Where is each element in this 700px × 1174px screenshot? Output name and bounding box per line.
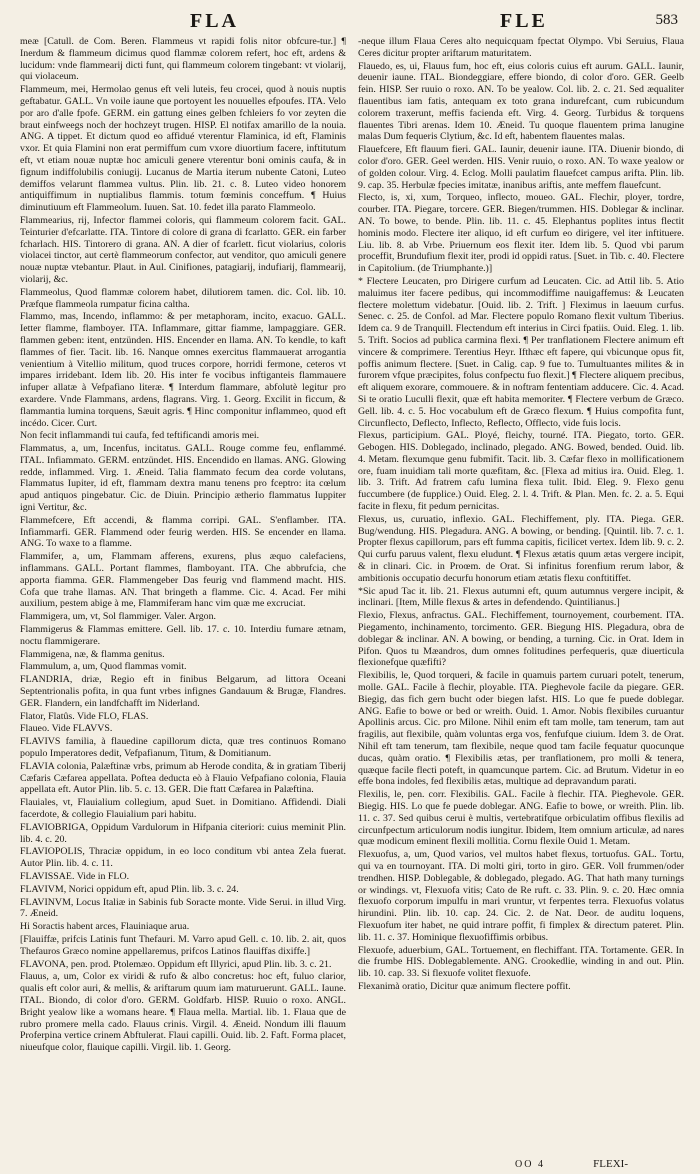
dictionary-entry: Flauiales, vt, Flauialium collegium, apud Suet. in Domitiano. Affidendi. Diali facerdote, & collegio Flauialium pari habitu. — [20, 797, 346, 820]
dictionary-entry: Flammeolus, Quod flammæ colorem habet, dilutiorem tamen. dic. Col. lib. 10. Præfque flammeola rumpatur ficina caltha. — [20, 286, 346, 310]
dictionary-entry: FLAVIA colonia, Palæftinæ vrbs, primum ab Herode condita, & in gratiam Tiberij Cæfaris Cæfarea appellata. Poftea deducta eò à Flauio Vefpafiano colonia, Flauia appellata eft. Autor Plin. lib. 5. c. 13. GER. Die ftatt Cæfarea in Palæftina. — [20, 760, 346, 796]
dictionary-entry: Flammifer, a, um, Flammam afferens, exurens, plus æquo calefaciens, inflammans. GALL. Portant flammes, flamboyant. ITA. Che abbrufcia, che apporta fiamma. GER. Flammengeber Das feurig vnd flammend macht. HIS. Cofa que trahe llamas. AN. That bringeth a flamme. Cic. 4. Acad. Fer mihi auxilium, pestem abige à me, Flammiferam hanc vim quæ me excruciat. — [20, 551, 346, 610]
text-columns — [20, 36, 684, 1161]
left-column — [20, 36, 346, 1161]
dictionary-entry: Non fecit inflammandi tui caufa, fed teftificandi amoris mei. — [20, 430, 260, 442]
dictionary-entry: Flexilis, le, pen. corr. Flexibilis. GAL. Facile à flechir. ITA. Pieghevole. GER. Biegig. HIS. Lo que fe puede doblegar. ANG. Eafie to bowe, or wreith. Plin. lib. 11. c. 37. Sed quibus cerui è multis, vertebratifque orbiculatim offibus flexilis ad circunfpectum articulorum nodis iungitur. Ibidem, Item omnium articulæ, ad nares quæ modicum eminent flexili mollitia. Cornu flexile Ouid 1. Metam. — [358, 789, 684, 848]
dictionary-entry: Flammigena, næ, & flamma genitus. — [20, 648, 165, 660]
dictionary-entry: Flammo, mas, Incendo, inflammo: & per metaphoram, incito, exacuo. GALL. Ietter flamme, flamboyer. ITA. Inflammare, gittar fiamme, lampaggiare. GER. flammen geben: itent, entzünden. HIS. Encender en llama. AN. To kendle, to kaft flammes of fier. Tacit. lib. 16. Nanque omnes exercitus flammauerat arrogantia venientium à Vitellio militum, quod truces corpore, horridi fermone, ceteros vt impares irridebant. Idem lib. 20. His inter fe vocibus inftiganteis flammauere infuper allatæ à Vefpafiano literæ. ¶ Interdum flammare, abfolutè legitur pro exardere. Vnde Flammans, ardens, flagrans. Virg. 1. Georg. Excilit in ficcum, & flammantia lumina torquens, Sæuit agris. ¶ Hinc componitur inflammeo, quod eft incédo. Cicer. Curt. — [20, 311, 346, 429]
dictionary-entry: Flexio, Flexus, anfractus. GAL. Flechiffement, tournoyement, courbement. ITA. Piegamento, inchinamento, torcimento. GER. Biegung HIS. Plegadura, obra de doblegar & inclinar. AN. A bowing, or bending, a turning. Cic. in Orat. Idem in Pifon. Quos tu Mæandros, dum omnes folitudines perfequeris, quæ diuerticula flexionefque quæfifti? — [358, 610, 684, 669]
running-head-left: FLA — [190, 10, 239, 32]
dictionary-entry: FLAVONA, pen. prod. Ptolemæo. Oppidum eft Illyrici, apud Plin. lib. 3. c. 21. — [20, 958, 332, 970]
dictionary-entry: -neque illum Flaua Ceres alto nequicquam fpectat Olympo. Vbi Seruius, Flaua Ceres dicitur propter ariftarum maturitatem. — [358, 36, 684, 59]
dictionary-entry: Flexuofe, aduerbium, GAL. Tortuement, en flechiffant. ITA. Tortamente. GER. In die frumbe HIS. Doblegablemente. ANG. Crookedlie, winding in and out. Plin. lib. 10. cap. 33. Si flexuofe volitet flexuofe. — [358, 944, 684, 980]
dictionary-entry: * Flectere Leucaten, pro Dirigere curfum ad Leucaten. Cic. ad Attil lib. 5. Atio maluimus iter facere pedibus, qui incommodiffime nauigaffemus: & Leucaten flectere molettum videbatur. [Ouid. lib. 2. Trift. ] Fleximus in laeuum curfus. Senec. c. 25. de Confol. ad Mar. Flectere populo Romano flexit vultum Tiberius. Idem ca. 9 de Tranquill. Flectendum eft interius in Circi fpatiis. Ouid. Eleg. 1. lib. 5. Trift. Socios ad publica carmina flexi. ¶ Per tranflationem Flectere animum eft vincere & comprimere. Terentius Heyr. Ifthæc eft fapere, qui vbicunque opus fit, poffis animum flectere. [Suet. in Calig. cap. 9 fue to. Tumultuantes milites & in furorem vfque præcipites, folus confpectu fuo flexit.] ¶ Flectere aliquem precibus, eft aliquem exorare, commouere. & in noftram fententiam adducere. Cic. 4. Acad. Si te oratio Luculli flexit, quæ eft habita memoriter. ¶ Flectere verbum de Græco. Gell. lib. 4. c. 5. Hoc vocabulum eft de Græco flexum. ¶ Huius compofita funt, Circunflecto, Deflecto, Inflecto, Reflecto, Offlecto, vide fuis locis. — [358, 275, 684, 429]
dictionary-entry: Hi Soractis habent arces, Flauiniaque arua. — [20, 921, 190, 933]
dictionary-entry: Flammeum, mei, Hermolao genus eft veli luteis, feu crocei, quod à nouis nuptis geftabatur. GALL. Vn voile iaune que portoyent les nouuelles efpoufes. ITA. Velo por aro d'alle fpofe. GERM. ein gattung eines gelben fchleiers fo vor zeyten die braut einfweegs noch der hochzeyt trugen. HISP. El notifax amarillo de la nouia. ANG. A tippet. Et dictum quod eo affidué vterentur Flaminica, id eft, Flaminis vxor. Et quia Flamini non erat permiffum cum vxore diuortium facere, inftitutum eft, vt etiam nouæ nuptæ hoc amiculi genere vterentur boni ominis caufa, & in fignum indiffolubilis coniugij. Lucanus de Martia iterum nubente Catoni, Luteo demiffos velarunt flammea vultus. Plin. lib. 21. c. 8. Luteo video honorem antiquiffimum in nuptialibus flammis. totum fœminis conceffum. ¶ Huius diminutiuum eft Flammeolum. Iuuen. Sat. 10. fedet illa parato Flammeolo. — [20, 84, 346, 214]
running-head-right: FLE — [500, 10, 548, 32]
dictionary-entry: Flammigerus & Flammas emittere. Gell. lib. 17. c. 10. Interdiu fumare ætnam, noctu flammigerare. — [20, 624, 346, 647]
dictionary-entry: Flaueo. Vide FLAVVS. — [20, 723, 113, 735]
dictionary-entry: FLAVIOPOLIS, Thraciæ oppidum, in eo loco conditum vbi antea Zela fuerat. Autor Plin. lib. 4. c. 11. — [20, 846, 346, 870]
dictionary-entry: FLAVIOBRIGA, Oppidum Vardulorum in Hifpania citeriori: cuius meminit Plin. lib. 4. c. 20. — [20, 821, 346, 845]
dictionary-entry: Flecto, is, xi, xum, Torqueo, inflecto, moueo. GAL. Flechir, ployer, tordre, courber. ITA. Piegare, torcere. GER. Biegen/trummen. HIS. Doblegar & inclinar. AN. To bowe, to bende. Plin. lib. 11. c. 45. Elephantus poplites intus flectit hominis modo. Flectere iter aliquo, id eft curfum eo dirigere, vel iter inftituere. Liu. lib. 8. ab Vrbe. Priuernum eos flexit iter. Idem lib. 5. Quod vbi parum proceffit, Brundufium flexit iter, prodi id oppidi ratus. [Suet. in Tib. c. 40. Flectere in Capitolium. (de Triumphante.)] — [358, 192, 684, 275]
dictionary-entry: FLAVIVM, Norici oppidum eft, apud Plin. lib. 3. c. 24. — [20, 883, 239, 895]
dictionary-entry: Flammatus, a, um, Incenfus, incitatus. GALL. Rouge comme feu, enflammé. ITAL. Infiammato. GERM. entzündet. HIS. Encendido en llamas. ANG. Glowing redde, inflammed. Virg. 1. Æneid. Talia flammato fecum dea corde volutans, Flammatus Iupiter, id eft, flammam dextra manu tenens pro fceptro: ita cœlum apud antiquos pingebatur. Cic. de Diuin. Principio ætherio flammatus Iuppiter igni Vertitur, &c. — [20, 443, 346, 514]
dictionary-entry: FLAVIVS familia, à flauedine capillorum dicta, quæ tres continuos Romano populo Imperatores dedit, Vefpafianum, Titum, & Domitianum. — [20, 736, 346, 760]
dictionary-entry: Flammearius, rij, Infector flammei coloris, qui flammeum colorem facit. GAL. Teinturier d'efcarlatte. ITA. Tintore di colore di grana di fcarlatto. GER. ein farber fcharlach. HIS. Tintorero di grana. AN. A dier of fcarlett. ficut violarius, coloris violacei tinctor, aut certè flammeorum confector, aut venditor, quo amiculi genere nouæ nuptæ vtebantur. Plaut. in Aul. Cinifiones, patagiarij, indufiarij, flammearij, violarij, &c. — [20, 214, 346, 285]
signature-mark: OO 4 — [515, 1159, 545, 1170]
dictionary-entry: FLAVINVM, Locus Italiæ in Sabinis fub Soracte monte. Vide Serui. in illud Virg. 7. Æneid. — [20, 896, 346, 920]
dictionary-entry: *Sic apud Tac it. lib. 21. Flexus autumni eft, quum autumnus vergere incipit, & inclinari. [Item, Mille flexus & artes in defendendo. Quintilianus.] — [358, 585, 684, 609]
dictionary-entry: Flator, Flatûs. Vide FLO, FLAS. — [20, 710, 149, 722]
dictionary-entry: Flammulum, a, um, Quod flammas vomit. — [20, 661, 187, 673]
dictionary-entry: Flammigera, um, vt, Sol flammiger. Valer. Argon. — [20, 611, 217, 623]
dictionary-entry: Flauefcere, Eft flauum fieri. GAL. Iaunir, deuenir iaune. ITA. Diuenir biondo, di color d'oro. GER. Geel werden. HIS. Venir ruuio, o roxo. AN. To waxe yealow or of golden colour. Virg. 4. Eclog. Molli paulatim flauefcet campus arifta. Plin. lib. 9. cap. 35. Herbulæ fpecies imitatæ, inanibus ariftis, ante meffem flauefcunt. — [358, 144, 684, 191]
dictionary-entry: Flauedo, es, ui, Flauus fum, hoc eft, eius coloris cuius eft aurum. GALL. Iaunir, deuenir iaune. ITAL. Biondeggiare, effere biondo, di color d'oro. GER. Geelb fein. HISP. Ser ruuio o roxo. AN. To be yealow. Col. lib. 2. c. 21. Sed æqualiter flauentibus iam fatis, antequam ex toto grana indurefcant, cum rubicundum colorem traxerunt, meffis facienda eft. Virg. 4. Georg. Turbidus & torquens flauentes Tibri arenas. Idem 10. Æneid. Tu quoque flauentem prima lanugine malas Dum fequeris Clytium, &c. Id eft, habentem flauentes malas. — [358, 60, 684, 143]
dictionary-entry: Flexus, us, curuatio, inflexio. GAL. Flechiffement, ply. ITA. Piega. GER. Bug/wendung. HIS. Plegadura. ANG. A bowing, or bending. [Quintil. lib. 7. c. 1. Propter flexus capillorum, pars eft fumma capitis, ficilicet vertex. Idem lib. 9. c. 2. Qui curfu paruus valent, flexu eludunt. ¶ Flexus ætatis quum ætas vergere incipit, & in clinari. Cic. in Proœm. de Orat. Si infinitus forenfium rerum labor, & ambitionis occupatio decurfu honorum etiam ætatis flexu conftitiffet. — [358, 513, 684, 584]
dictionary-entry: Flexibilis, le, Quod torqueri, & facile in quamuis partem curuari potelt, tenerum, molle. GAL. Facile à flechir, ployable. ITA. Pieghevole facile da piegare. GER. Biegig, das fich gern bucht oder biegen lafst. HIS. Lo que fe puede doblegar. ANG. Eafie to bowe or bed or wreith. Ouid. 1. Amor. Nobis flexibiles curuantur Apollinis arcus. Cic. pro Milone. Nihil enim eft tam molle, tam tenerum, tam aut fragilis, aut flexibile, quàm voluntas erga vos, fenfufque ciuium. Idem 3. de Orat. Nihil eft tam tenerum, tam flexibile, neque quod tam facile fequatur quocunque ducas, quàm oratio. ¶ Flexibilis ætas, per tranflationem, pro molli & tenera, quæque facile flecti poteft, in quamcunque partem. Cic. ad Brutum. Videtur in eo effe bona indoles, fed flexibilis ætas, multique ad depravandum parati. — [358, 670, 684, 788]
dictionary-entry: Flexuofus, a, um, Quod varios, vel multos habet flexus, tortuofus. GAL. Tortu, qui va en tournoyant. ITA. Di molti giri, torto in giro. GER. Voll frummen/oder trendhen. HISP. Doblegable, & doblegado, plegado. AG. That hath many turnings or windings. vt, Flexuofa vitis; Cato de Re ruft. c. 33. Plin. 9. c. 20. Hæc omnia flexuofo corporum impulfu in mari vruntur, vt ferpentes terra. Flexuofus volatus hirundini. Plin. lib. 10. cap. 24. Cic. 2. de Nat. Deor. de auditu loquens, Flexuofum iter habet, ne quid intrare poffit, fi fimplex & directum pateret. Plin. lib. 11. c. 37. Hominique flexuofiffimis orbibus. — [358, 849, 684, 943]
dictionary-entry: [Flauiffæ, prifcis Latinis funt Thefauri. M. Varro apud Gell. c. 10. lib. 2. ait, quos Thefauros Græco nomine appellaremus, prifcos Latinos flauiffas dixiffe.] — [20, 933, 346, 957]
right-column — [358, 36, 684, 1161]
page-number: 583 — [655, 12, 678, 28]
dictionary-entry: FLANDRIA, driæ, Regio eft in finibus Belgarum, ad littora Oceani Septentrionalis pofita, in qua funt vrbes infignes Gandauum & Brugæ, Flandres. GER. Flandern, ein landfchafft im Niderland. — [20, 674, 346, 709]
dictionary-entry: Flammefcere, Eft accendi, & flamma corripi. GAL. S'enflamber. ITA. Infiammarfi. GER. Flammend oder feurig werden. HIS. Se encender en llama. ANG. To waxe to a flamme. — [20, 514, 346, 550]
dictionary-entry: FLAVISSAE. Vide in FLO. — [20, 870, 130, 882]
dictionary-entry: Flexus, participium. GAL. Ployé, fleichy, tourné. ITA. Piegato, torto. GER. Gebogen. HIS. Doblegado, inclinado, plegado. ANG. Bowed, bended. Ouid. lib. 4. Metam. flexumque genu fubmifit. Tacit. lib. 3. Cæfar flexo in mollificationem ore, fuam inuidiam tali morte quæfitam, &c. [Flexa ad mitius ira. Ouid. Eleg. 1. lib. 3. Trift. Ad fratrem cafu lumina flexa tulit. Ibid. Eleg. 9. Flexo genu fuccumbere (de fupplice.) Ouid. Eleg. 2. l. 4. Trift. & Plan. Men. fc. 2. a. 5. Equi facite in flexu, fit pedum pernicitas. — [358, 430, 684, 513]
dictionary-entry: Flexanimà oratio, Dicitur quæ animum flectere poffit. — [358, 980, 571, 992]
running-head — [20, 6, 684, 36]
catchword: FLEXI- — [593, 1158, 628, 1170]
dictionary-entry: meæ [Catull. de Com. Beren. Flammeus vt rapidi folis nitor obfcure-tur.] ¶ Inerdum & flammeum dicimus quod flammæ colorem refert, hoc eft, ardens & lucidum: vnde flammearij dicti funt, qui flammeum colorem tingebant: vt violarij, qui violaceum. — [20, 36, 346, 83]
dictionary-entry: Flauus, a, um, Color ex viridi & rufo & albo concretus: hoc eft, fuluo clarior, qualis eft color auri, & mellis, & ariftarum quum iam maturuerunt. GALL. Iaune. ITAL. Biondo, di color d'oro. GERM. Goldfarb. HISP. Ruuio o roxo. ANGL. Bright yealow like a womans heare. ¶ Flaua mella. Martial. lib. 1. Flaua que de rubro promere mella cado. Flauus crinis. Virgil. 4. Æneid. Nondum illi flauum Proferpina vertice crinem Abftulerat. Flaui capilli. Ouid. lib. 2. Faft. Forma placet, niueufque color, flauique capilli. Virgil. lib. 1. Georg. — [20, 971, 346, 1054]
